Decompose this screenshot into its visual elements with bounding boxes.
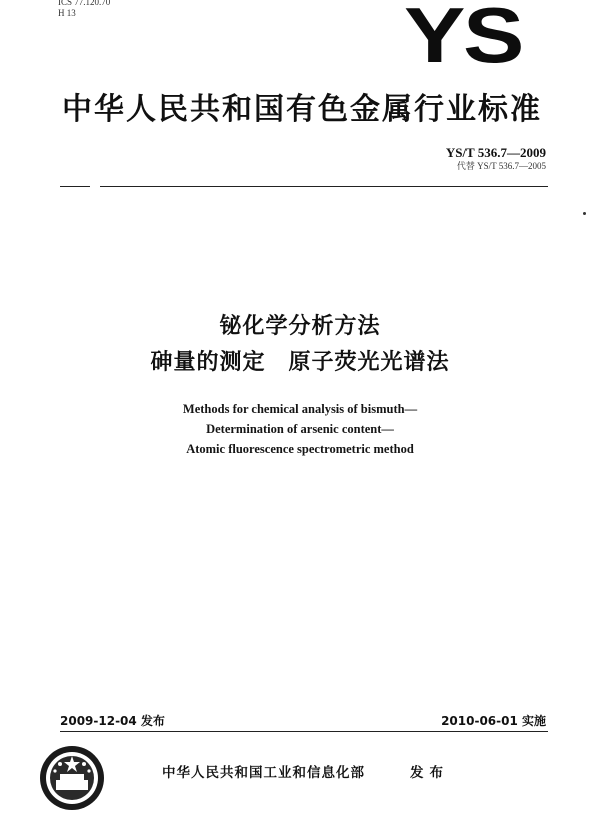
cn-title-line1: 铋化学分析方法 [219,314,381,339]
release-date: 2009-12-04 发布 [60,714,165,728]
issue-label: 发布 [410,765,449,781]
classification-codes [58,0,110,19]
replaces-standard: 代替 YS/T 536.7—2005 [456,161,546,171]
issuing-ministry: 中华人民共和国工业和信息化部 [162,765,365,781]
en-title-line2: Determination of arsenic content— [206,422,394,436]
footer-divider [60,731,548,732]
cn-title-line2: 砷量的测定 原子荧光光谱法 [150,350,450,375]
header-divider [60,186,548,187]
standard-code-block [446,145,546,172]
scan-speck [583,212,586,215]
implement-date: 2010-06-01 实施 [441,714,546,728]
en-title-line1: Methods for chemical analysis of bismuth— [182,402,418,416]
standard-number: YS/T 536.7—2009 [445,145,546,160]
ics-code: ICS 77.120.70 [58,0,111,7]
ccs-code: H 13 [58,8,76,18]
national-emblem-icon [38,744,106,812]
en-title-line3: Atomic fluorescence spectrometric method [186,442,414,456]
ys-logo: YS [403,0,522,79]
standard-name: 中华人民共和国有色金属行业标准 [62,92,542,127]
